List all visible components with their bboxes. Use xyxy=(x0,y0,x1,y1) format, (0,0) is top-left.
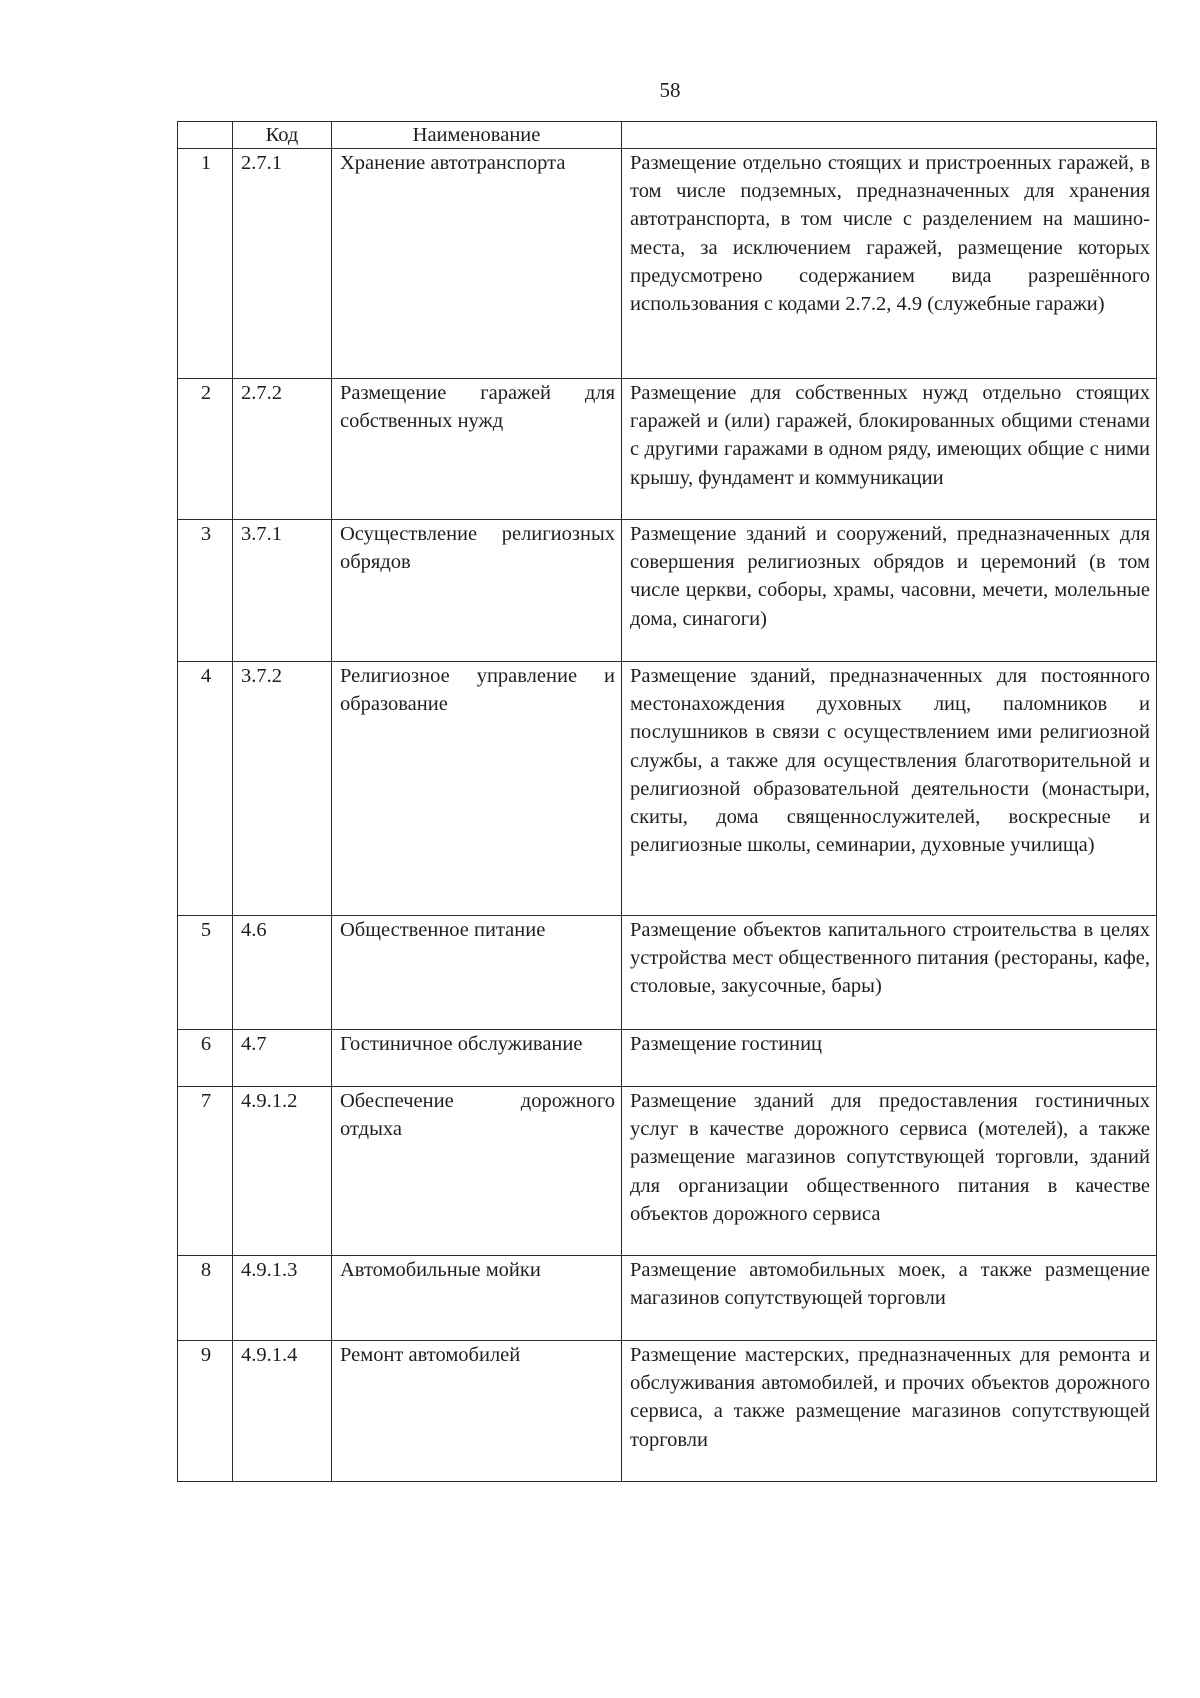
row-name: Обеспечение дорожного отдыха xyxy=(332,1087,622,1256)
page-number: 58 xyxy=(659,78,681,102)
row-name: Осуществление религиозных обрядов xyxy=(332,520,622,662)
header-num xyxy=(178,122,233,149)
row-description: Размещение мастерских, предназначенных для ремонта и обслуживания автомобилей, и прочих объектов дорожного сервиса, а также размещение магазинов сопутствующей торговли xyxy=(622,1341,1157,1482)
row-code: 4.7 xyxy=(233,1030,332,1087)
table-row xyxy=(178,1256,1157,1341)
row-code: 3.7.2 xyxy=(233,662,332,916)
row-name: Хранение автотранспорта xyxy=(332,149,622,379)
row-number: 8 xyxy=(178,1256,233,1341)
row-code: 2.7.1 xyxy=(233,149,332,379)
row-description: Размещение отдельно стоящих и пристроенных гаражей, в том числе подземных, предназначенных для хранения автотранспорта, в том числе с разделением на машино-места, за исключением гаражей, размещение которых предусмотрено содержанием вида разрешённого использования с кодами 2.7.2, 4.9 (служебные гаражи) xyxy=(622,149,1157,379)
table-row xyxy=(178,379,1157,520)
table-row xyxy=(178,1341,1157,1482)
row-description: Размещение объектов капитального строительства в целях устройства мест общественного питания (рестораны, кафе, столовые, закусочные, бары) xyxy=(622,916,1157,1030)
row-name: Гостиничное обслуживание xyxy=(332,1030,622,1087)
table-row xyxy=(178,916,1157,1030)
table-row xyxy=(178,520,1157,662)
row-description: Размещение для собственных нужд отдельно стоящих гаражей и (или) гаражей, блокированных общими стенами с другими гаражами в одном ряду, имеющих общие с ними крышу, фундамент и коммуникации xyxy=(622,379,1157,520)
table-row xyxy=(178,1030,1157,1087)
table-row xyxy=(178,662,1157,916)
row-description: Размещение зданий и сооружений, предназначенных для совершения религиозных обрядов и церемоний (в том числе церкви, соборы, храмы, часовни, мечети, молельные дома, синагоги) xyxy=(622,520,1157,662)
row-code: 4.9.1.3 xyxy=(233,1256,332,1341)
header-code: Код xyxy=(233,122,332,149)
row-name: Размещение гаражей для собственных нужд xyxy=(332,379,622,520)
land-use-table xyxy=(177,121,1157,1482)
row-number: 9 xyxy=(178,1341,233,1482)
row-number: 2 xyxy=(178,379,233,520)
row-description: Размещение автомобильных моек, а также размещение магазинов сопутствующей торговли xyxy=(622,1256,1157,1341)
row-code: 4.9.1.2 xyxy=(233,1087,332,1256)
table-row xyxy=(178,149,1157,379)
table-header-row xyxy=(178,122,1157,149)
row-code: 4.6 xyxy=(233,916,332,1030)
row-name: Ремонт автомобилей xyxy=(332,1341,622,1482)
row-description: Размещение гостиниц xyxy=(622,1030,1157,1087)
row-code: 4.9.1.4 xyxy=(233,1341,332,1482)
row-description: Размещение зданий, предназначенных для постоянного местонахождения духовных лиц, паломников и послушников в связи с осуществлением ими религиозной службы, а также для осуществления благотворительной и религиозной образовательной деятельности (монастыри, скиты, дома священнослужителей, воскресные и религиозные школы, семинарии, духовные училища) xyxy=(622,662,1157,916)
row-number: 1 xyxy=(178,149,233,379)
row-code: 3.7.1 xyxy=(233,520,332,662)
row-number: 5 xyxy=(178,916,233,1030)
row-number: 4 xyxy=(178,662,233,916)
row-number: 7 xyxy=(178,1087,233,1256)
row-name: Автомобильные мойки xyxy=(332,1256,622,1341)
row-name: Религиозное управление и образование xyxy=(332,662,622,916)
header-description xyxy=(622,122,1157,149)
row-number: 6 xyxy=(178,1030,233,1087)
row-number: 3 xyxy=(178,520,233,662)
row-code: 2.7.2 xyxy=(233,379,332,520)
row-description: Размещение зданий для предоставления гостиничных услуг в качестве дорожного сервиса (мотелей), а также размещение магазинов сопутствующей торговли, зданий для организации общественного питания в качестве объектов дорожного сервиса xyxy=(622,1087,1157,1256)
table-row xyxy=(178,1087,1157,1256)
header-name: Наименование xyxy=(332,122,622,149)
row-name: Общественное питание xyxy=(332,916,622,1030)
